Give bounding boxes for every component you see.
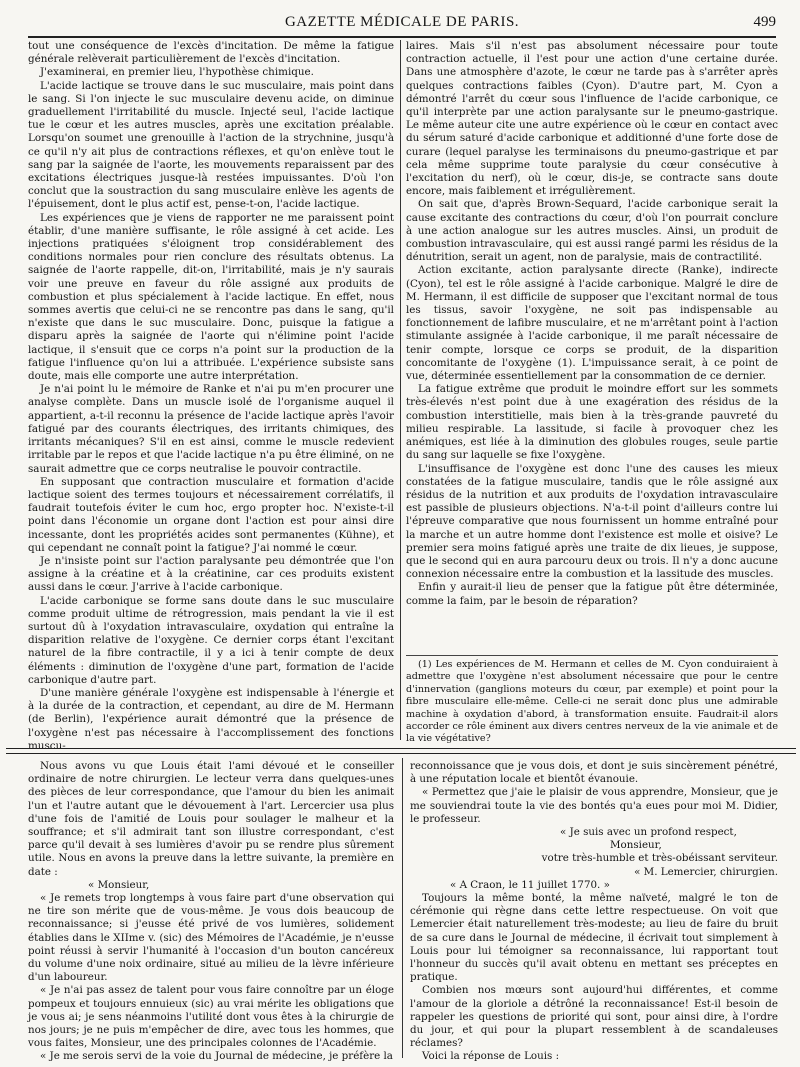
page-header (28, 14, 776, 38)
column-left-bottom (28, 760, 394, 1063)
paragraph: On sait que, d'après Brown-Sequard, l'acide carbonique serait la cause excitante des contractions du cœur, d'où l'on pourrait conclure à une action analogue sur les autres muscles. Ainsi, un produit de combustion intravasculaire, qui est aussi rangé parmi les résidus de la dénutrition, serait un agent, non de paralysie, mais de contractilité. (406, 198, 778, 264)
column-right-top (406, 40, 778, 648)
section-divider (6, 748, 796, 754)
paragraph: Les expériences que je viens de rapporter ne me paraissent point établir, d'une manière suffisante, le rôle assigné à cet acide. Les injections pratiquées s'éloignent trop considérablement des conditions normales pour rien conclure des résultats obtenus. La saignée de l'aorte rappelle, dit-on, l'irritabilité, mais je n'y saurais voir une preuve en faveur du rôle assigné aux produits de combustion et plus spécialement à l'acide lactique. En effet, nous sommes avertis que celui-ci ne se rencontre pas dans le sang, qu'il n'existe que dans le suc musculaire. Donc, puisque la fatigue a disparu après la saignée de l'aorte qui n'élimine point l'acide lactique, il s'ensuit que ce corps n'a point sur la production de la fatigue l'influence qu'on lui a attribuée. L'expérience subsiste sans doute, mais elle comporte une autre interprétation. (28, 211, 394, 383)
paragraph: « Je me serois servi de la voie du Journal de médecine, je préfère la (40, 1050, 393, 1063)
paragraph: Enfin y aurait-il lieu de penser que la fatigue pût être déterminée, comme la faim, par le besoin de réparation? (406, 581, 778, 607)
paragraph: Voici la réponse de Louis : (422, 1050, 560, 1063)
column-right-bottom (410, 760, 778, 1063)
footnote (406, 655, 778, 749)
letter-closing: votre très-humble et très-obéissant serviteur. (541, 852, 778, 865)
column-divider (402, 758, 403, 1058)
paragraph: Je n'insiste point sur l'action paralysante peu démontrée que l'on assigne à la créatine et à la créatinine, car ces produits existent aussi dans le cœur. J'arrive à l'acide carbonique. (28, 554, 394, 594)
letter-date: « A Craon, le 11 juillet 1770. » (450, 878, 610, 891)
paragraph: « Je n'ai pas assez de talent pour vous faire connoître par un éloge pompeux et toujours ennuieux (sic) au vrai mérite les obligations que je vous ai; je sens néanmoins l'utilité dont vous êtes à la chirurgie de nos jours; je ne puis m'empêcher de dire, avec tous les hommes, que vous faites, Monsieur, une des principales colonnes de l'Académie. (28, 984, 394, 1050)
paragraph: Nous avons vu que Louis était l'ami dévoué et le conseiller ordinaire de notre chirurgien. Le lecteur verra dans quelques-unes des pièces de leur correspondance, que l'amour du bien les animait l'un et l'autre autant que le dévouement à l'art. Lercercier usa plus d'une fois de l'amitié de Louis pour soulager le malheur et la souffrance; et s'il admirait tant son illustre correspondant, c'est parce qu'il devait à ses lumières d'avoir pu se rendre plus sûrement utile. Nous en avons la preuve dans la lettre suivante, la première en date : (28, 760, 394, 878)
paragraph: reconnoissance que je vous dois, et dont je suis sincèrement pénétré, à une réputation locale et bientôt évanouie. (410, 760, 778, 786)
letter-closing: Monsieur, (610, 839, 662, 852)
paragraph: Je n'ai point lu le mémoire de Ranke et n'ai pu m'en procurer une analyse complète. Dans un muscle isolé de l'organisme auquel il appartient, a-t-il reconnu la présence de l'acide lactique après l'avoir fatigué par des courants électriques, des irritants chimiques, des irritants mécaniques? S'il en est ainsi, comme le muscle redevient irritable par le repos et que l'acide lactique n'a pu être éliminé, on ne saurait admettre que ce corps neutralise le pouvoir contractile. (28, 383, 394, 475)
paragraph: Action excitante, action paralysante directe (Ranke), indirecte (Cyon), tel est le rôle assigné à l'acide carbonique. Malgré le dire de M. Hermann, il est difficile de supposer que l'excitant normal de tous les tissus, savoir l'oxygène, ne soit pas indispensable au fonctionnement de lafibre musculaire, et ne m'arrêtant point à l'action stimulante assignée à l'acide carbonique, il me paraît nécessaire de tenir compte, lorsque ce corps se produit, de la disparition concomitante de l'oxygène (1). L'impuissance serait, à ce point de vue, déterminée essentiellement par la consommation de ce dernier. (406, 264, 778, 383)
journal-title: GAZETTE MÉDICALE DE PARIS. (284, 14, 520, 30)
letter-signature: « M. Lemercier, chirurgien. (634, 865, 778, 878)
paragraph: laires. Mais s'il n'est pas absolument nécessaire pour toute contraction actuelle, il l'est pour une action d'une certaine durée. Dans une atmosphère d'azote, le cœur ne tarde pas à s'arrêter après quelques contractions faibles (Cyon). D'autre part, M. Cyon a démontré l'arrêt du cœur sous l'influence de l'acide carbonique, ce qu'il interprète par une action paralysante sur le pneumo-gastrique. Le même auteur cite une autre expérience où le cœur en contact avec du sérum saturé d'acide carbonique et additionné d'une forte dose de curare (lequel paralyse les terminaisons du pneumo-gastrique et par cela même supprime toute paralysie du cœur consécutive à l'excitation du nerf), où le cœur, dis-je, se contracte sans doute encore, mais faiblement et irrégulièrement. (406, 40, 778, 198)
paragraph: La fatigue extrême que produit le moindre effort sur les sommets très-élevés n'est point due à une exagération des résidus de la combustion interstitielle, mais bien à la très-grande pauvreté du milieu respirable. La lassitude, si facile à provoquer chez les anémiques, est liée à la diminution des globules rouges, seule partie du sang sur laquelle se fixe l'oxygène. (406, 383, 778, 462)
paragraph: En supposant que contraction musculaire et formation d'acide lactique soient des termes toujours et nécessairement corrélatifs, il faudrait toutefois éviter le cum hoc, ergo propter hoc. N'existe-t-il point dans l'économie un organe dont l'action est pour ainsi dire incessante, dont les propriétés acides sont permanentes (Kühne), et qui cependant ne connaît point la fatigue? J'ai nommé le cœur. (28, 475, 394, 554)
paragraph: Combien nos mœurs sont aujourd'hui différentes, et comme l'amour de la gloriole a détrôné la reconnaissance! Est-il besoin de rappeler les questions de priorité qui sont, pour ainsi dire, à l'ordre du jour, et qui pour la plupart ressemblent à de scandaleuses réclames? (410, 984, 778, 1050)
paragraph: « Je remets trop longtemps à vous faire part d'une observation qui ne tire son mérite que de vous-même. Je vous dois beaucoup de reconnaissance; si j'eusse été privé de vos lumières, solidement établies dans le XIIme v. (sic) des Mémoires de l'Académie, je n'eusse point réussi à servir l'humanité à l'occasion d'un bouton cancéreux du volume d'une noix ordinaire, situé au milieu de la lèvre inférieure d'un laboureur. (28, 892, 394, 984)
letter-closing: « Je suis avec un profond respect, (560, 826, 737, 839)
paragraph: « Permettez que j'aie le plaisir de vous apprendre, Monsieur, que je me souviendrai toute la vie des bontés qu'a eues pour moi M. Didier, le professeur. (410, 786, 778, 825)
paragraph: L'acide carbonique se forme sans doute dans le suc musculaire comme produit ultime de rétrogression, mais pendant la vie il est surtout dû à l'oxydation intravasculaire, oxydation qui entraîne la disparition relative de l'oxygène. Ce dernier corps étant l'excitant naturel de la fibre contractile, il y a ici à tenir compte de deux éléments : diminution de l'oxygène d'une part, formation de l'acide carbonique d'autre part. (28, 594, 394, 686)
footnote-text: (1) Les expériences de M. Hermann et celles de M. Cyon conduiraient à admettre que l'oxygène n'est absolument nécessaire que pour le centre d'innervation (ganglions moteurs du cœur, par exemple) et point pour la fibre musculaire elle-même. Celle-ci ne serait donc plus une admirable machine à oxydation d'abord, à transformation ensuite. Faudrait-il alors accorder ce rôle éminent aux divers centres nerveux de la vie animale et de la vie végétative? (406, 659, 778, 745)
paragraph: J'examinerai, en premier lieu, l'hypothèse chimique. (40, 66, 314, 79)
paragraph: L'insuffisance de l'oxygène est donc l'une des causes les mieux constatées de la fatigue musculaire, tandis que le rôle assigné aux résidus de la nutrition et aux produits de l'oxydation intravasculaire est passible de plusieurs objections. N'a-t-il point d'ailleurs contre lui l'épreuve comparative que nous fournissent un homme entraîné pour la marche et un autre homme dont l'existence est molle et oisive? Le premier sera moins fatigué après une traite de dix lieues, je suppose, que le second qui en aura parcouru deux ou trois. Il n'y a donc aucune connexion nécessaire entre la combustion et la lassitude des muscles. (406, 462, 778, 581)
letter-salutation: « Monsieur, (88, 878, 150, 891)
paragraph: tout une conséquence de l'excès d'incitation. De même la fatigue générale relèverait particulièrement de l'excès d'incitation. (28, 40, 394, 66)
column-left-top (28, 40, 394, 752)
paragraph: Toujours la même bonté, la même naïveté, malgré le ton de cérémonie qui règne dans cette lettre respectueuse. On voit que Lemercier était naturellement très-modeste; au lieu de faire du bruit de sa cure dans le Journal de médecine, il écrivait tout simplement à Louis pour lui témoigner sa reconnaissance, lui rapportant tout l'honneur du succès qu'il avait obtenu en mettant ses préceptes en pratique. (410, 892, 778, 984)
column-divider (400, 40, 401, 740)
paragraph: D'une manière générale l'oxygène est indispensable à l'énergie et à la durée de la contraction, et cependant, au dire de M. Hermann (de Berlin), l'expérience aurait démontré que la présence de l'oxygène n'est pas nécessaire à l'accomplissement des fonctions muscu- (28, 686, 394, 752)
page-number: 499 (753, 14, 776, 30)
paragraph: L'acide lactique se trouve dans le suc musculaire, mais point dans le sang. Si l'on injecte le suc musculaire devenu acide, on diminue graduellement l'irritabilité du muscle. Injecté seul, l'acide lactique tue le cœur et les autres muscles, après une excitation préalable. Lorsqu'on soumet une grenouille à l'action de la strychnine, jusqu'à ce qu'il n'y ait plus de contractions réflexes, et qu'on enlève tout le sang par la saignée de l'aorte, les mouvements reparaissent par des excitations électriques jusque-là restées impuissantes. D'où l'on conclut que la soustraction du sang musculaire enlève les agents de l'épuisement, dont le plus actif est, pense-t-on, l'acide lactique. (28, 79, 394, 211)
